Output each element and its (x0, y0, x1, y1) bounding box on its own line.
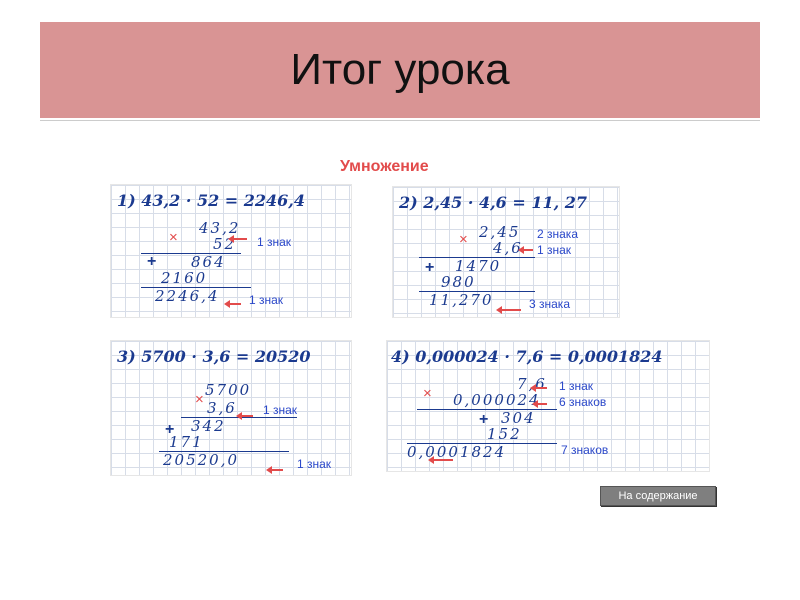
plus-sign: + (479, 411, 489, 428)
arrow-icon (233, 238, 247, 240)
example-4-partial-1: 304 (501, 409, 536, 427)
slide-title: Итог урока (290, 45, 510, 94)
times-sign: × (195, 391, 204, 408)
example-3-note-1: 1 знак (263, 403, 298, 417)
times-sign: × (423, 385, 432, 402)
title-bar (40, 22, 760, 118)
example-3-panel (110, 340, 352, 476)
plus-sign: + (147, 253, 157, 270)
example-1-factor-2: 52 (213, 235, 237, 253)
example-4-partial-2: 152 (487, 425, 522, 443)
example-3-partial-2: 171 (169, 433, 204, 451)
arrow-icon (229, 303, 241, 305)
example-1-result: 2246,4 (155, 287, 220, 305)
example-3-equation: 3) 5700 · 3,6 = 20520 (117, 347, 311, 366)
example-4-panel (386, 340, 710, 472)
example-3-note-2: 1 знак (297, 457, 332, 471)
title-divider (40, 120, 760, 121)
example-3-factor-1: 5700 (205, 381, 252, 399)
example-1-partial-1: 864 (191, 253, 226, 271)
arrow-icon (271, 469, 283, 471)
example-2-note-3: 3 знака (529, 297, 570, 311)
example-2-panel (392, 186, 620, 318)
example-2-note-2: 1 знак (537, 243, 572, 257)
example-2-result: 11,270 (429, 291, 494, 309)
arrow-icon (501, 309, 521, 311)
example-1-note-1: 1 знак (257, 235, 292, 249)
example-2-factor-2: 4,6 (493, 239, 523, 257)
example-1-partial-2: 2160 (161, 269, 208, 287)
example-4-note-3: 7 знаков (561, 443, 609, 457)
arrow-icon (523, 249, 533, 251)
example-2-factor-1: 2,45 (479, 223, 521, 241)
example-1-equation: 1) 43,2 · 52 = 2246,4 (117, 191, 305, 210)
example-1-note-2: 1 знак (249, 293, 284, 307)
arrow-icon (537, 403, 547, 405)
example-2-partial-1: 1470 (455, 257, 502, 275)
example-4-note-1: 1 знак (559, 379, 594, 393)
arrow-icon (535, 387, 547, 389)
times-sign: × (169, 229, 178, 246)
example-4-factor-2: 0,000024 (453, 391, 541, 409)
plus-sign: + (425, 259, 435, 276)
example-4-equation: 4) 0,000024 · 7,6 = 0,0001824 (391, 347, 663, 366)
arrow-icon (241, 415, 253, 417)
arrow-icon (433, 459, 453, 461)
table-of-contents-button[interactable]: На содержание (600, 486, 716, 506)
example-1-factor-1: 43,2 (199, 219, 241, 237)
example-2-equation: 2) 2,45 · 4,6 = 11, 27 (399, 193, 588, 212)
section-heading: Умножение (340, 158, 429, 175)
example-4-note-2: 6 знаков (559, 395, 607, 409)
example-1-panel (110, 184, 352, 318)
example-2-note-1: 2 знака (537, 227, 578, 241)
example-4-factor-1: 7,6 (517, 375, 547, 393)
example-3-result: 20520,0 (163, 451, 240, 469)
plus-sign: + (165, 421, 175, 438)
example-3-partial-1: 342 (191, 417, 226, 435)
rule-line (417, 409, 557, 410)
example-2-partial-2: 980 (441, 273, 476, 291)
example-4-result: 0,0001824 (407, 443, 507, 461)
example-3-factor-2: 3,6 (207, 399, 237, 417)
times-sign: × (459, 231, 468, 248)
